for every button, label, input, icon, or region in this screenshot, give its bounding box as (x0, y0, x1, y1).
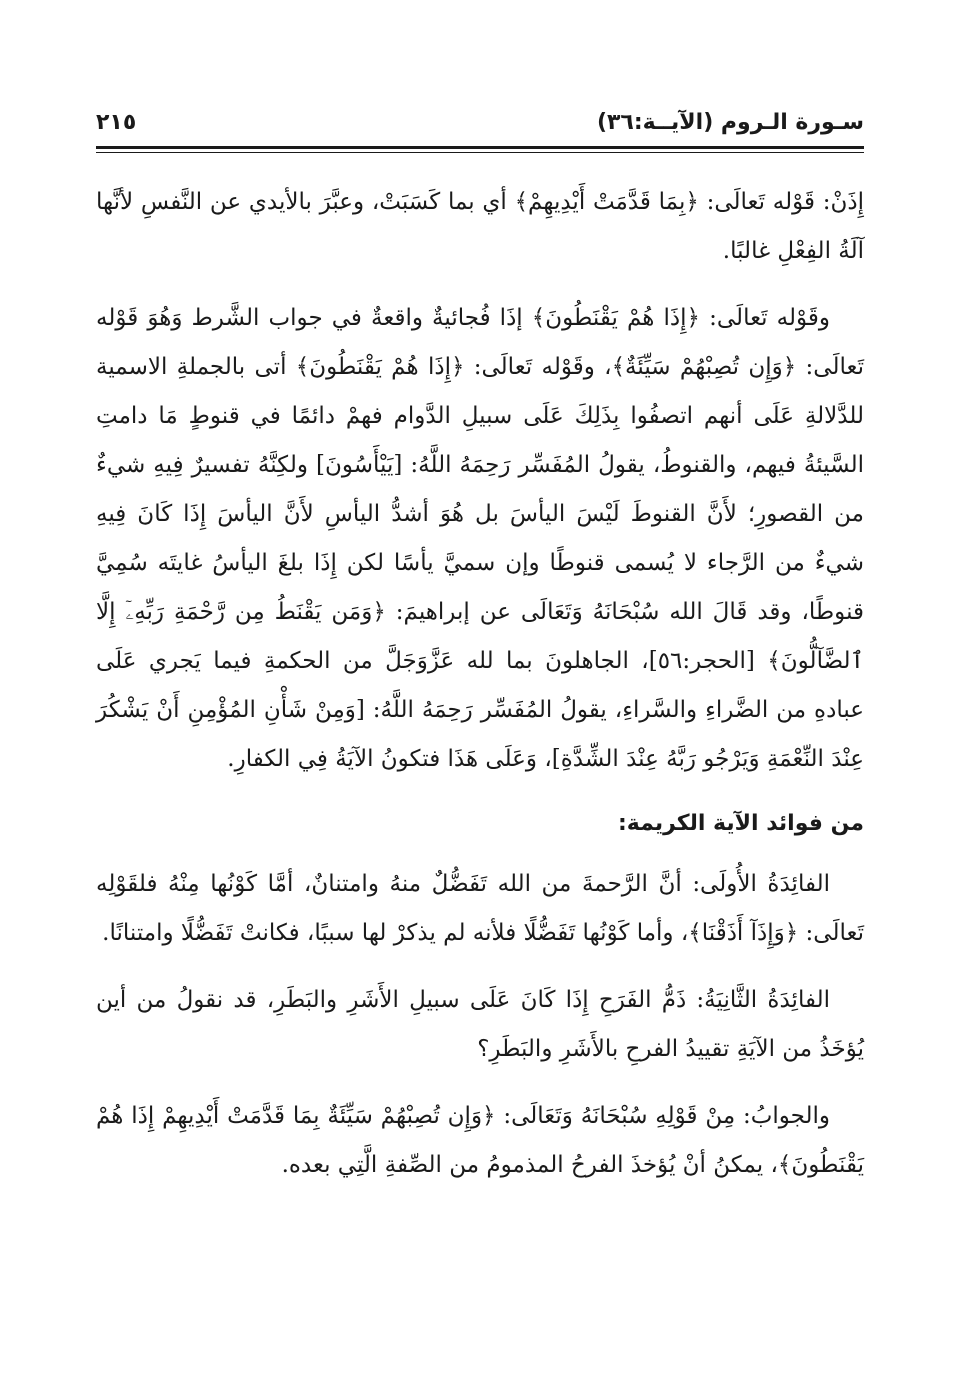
header-rule-thin (96, 152, 864, 153)
benefit-3: والجوابُ: مِنْ قَوْلِهِ سُبْحَانَهُ وَتَعَالَى: ﴿وَإِن تُصِبْهُمْ سَيِّئَةٌ بِمَا قَدَّمَتْ أَيْدِيهِمْ إِذَا هُمْ يَقْنَطُونَ﴾، يمكنُ أنْ يُؤخذَ الفرحُ المذمومُ من الصِّفةِ الَّتِي بعده. (96, 1103, 864, 1178)
running-title: سـورة الـروم (الآيــة:٣٦) (596, 109, 864, 135)
benefit-2: الفائِدَةُ الثَّانِيَةُ: ذَمُّ الفَرَحِ إِذَا كَانَ عَلَى سبيلِ الأَشَرِ والبَطَرِ، قد نقولُ من أين يُؤخَذُ من الآيَةِ تقييدُ الفرحِ بالأَشَرِ والبَطَرِ؟ (96, 987, 864, 1062)
running-header (96, 100, 864, 144)
paragraph-2: وقَوْله تَعالَى: ﴿إِذَا هُمْ يَقْنَطُونَ﴾ إذَا فُجائيةٌ واقعةٌ في جواب الشَّرط وَهُوَ قَوْله تَعالَى: ﴿وَإِن تُصِبْهُمْ سَيِّئَةٌ﴾، وقَوْله تَعالَى: ﴿إِذَا هُمْ يَقْنَطُونَ﴾ أتى بالجملةِ الاسمية للدَّلالةِ عَلَى أنهم اتصفُوا بِذَلِكَ عَلَى سبيلِ الدَّوام فهمْ دائمًا في قنوطٍ مَا دامتِ السَّيئةُ فيهم، والقنوطُ، يقولُ المُفَسِّر رَحِمَهُ اللَّهُ: [يَيْأَسُونَ] ولكِنَّهُ تفسيرٌ فِيهِ شيءٌ من القصورِ؛ لأَنَّ القنوطَ لَيْسَ اليأسَ بل هُوَ أشدُّ اليأسِ لأَنَّ اليأسَ إِذَا كَانَ فِيهِ شيءٌ من الرَّجاء لا يُسمى قنوطًا وإن سميَّ يأسًا لكن إِذَا بلغَ اليأسُ غايتَه سُمِيَّ قنوطًا، وقد قَالَ الله سُبْحَانَهُ وَتَعَالَى عن إبراهيمَ: ﴿وَمَن يَقْنَطُ مِن رَّحْمَةِ رَبِّهِۦٓ إِلَّا ٱلضَّآلُّونَ﴾ [الحجر:٥٦]، الجاهلونَ بما لله عَزَّوَجَلَّ من الحكمةِ فيما يَجري عَلَى عبادهِ من الضَّراءِ والسَّراءِ، يقولُ المُفَسِّر رَحِمَهُ اللَّهُ: [وَمِنْ شَأْنِ المُؤْمِنِ أَنْ يَشْكُرَ عِنْدَ النِّعْمَةِ وَيَرْجُو رَبَّهُ عِنْدَ الشِّدَّةِ]، وَعَلَى هَذَا فتكونُ الآيَةُ فِي الكفارِ. (96, 305, 865, 772)
header-rule (96, 146, 864, 149)
paragraph-1: إِذَنْ: قَوْله تَعالَى: ﴿بِمَا قَدَّمَتْ أَيْدِيهِمْ﴾ أي بما كَسَبَتْ، وعبَّرَ بالأيدي عن النَّفسِ لأنَّها آلَةُ الفِعْلِ غالبًا. (96, 189, 864, 264)
page-number: ٢١٥ (96, 109, 137, 135)
section-heading: من فوائد الآية الكريمة: (617, 811, 864, 836)
benefit-1: الفائِدَةُ الأُولَى: أنَّ الرَّحمةَ من الله تَفَضُّلٌ منهُ وامتنانٌ، أمَّا كَوْنُها مِنْهُ فلقَوْلِه تَعالَى: ﴿وَإِذَآ أَذَقْنَا﴾، وأما كَوْنُها تَفَضُّلًا فلأنه لم يذكرْ لها سببًا، فكانتْ تَفَضُّلًا وامتنانًا. (96, 871, 864, 946)
page-body (96, 178, 864, 1208)
